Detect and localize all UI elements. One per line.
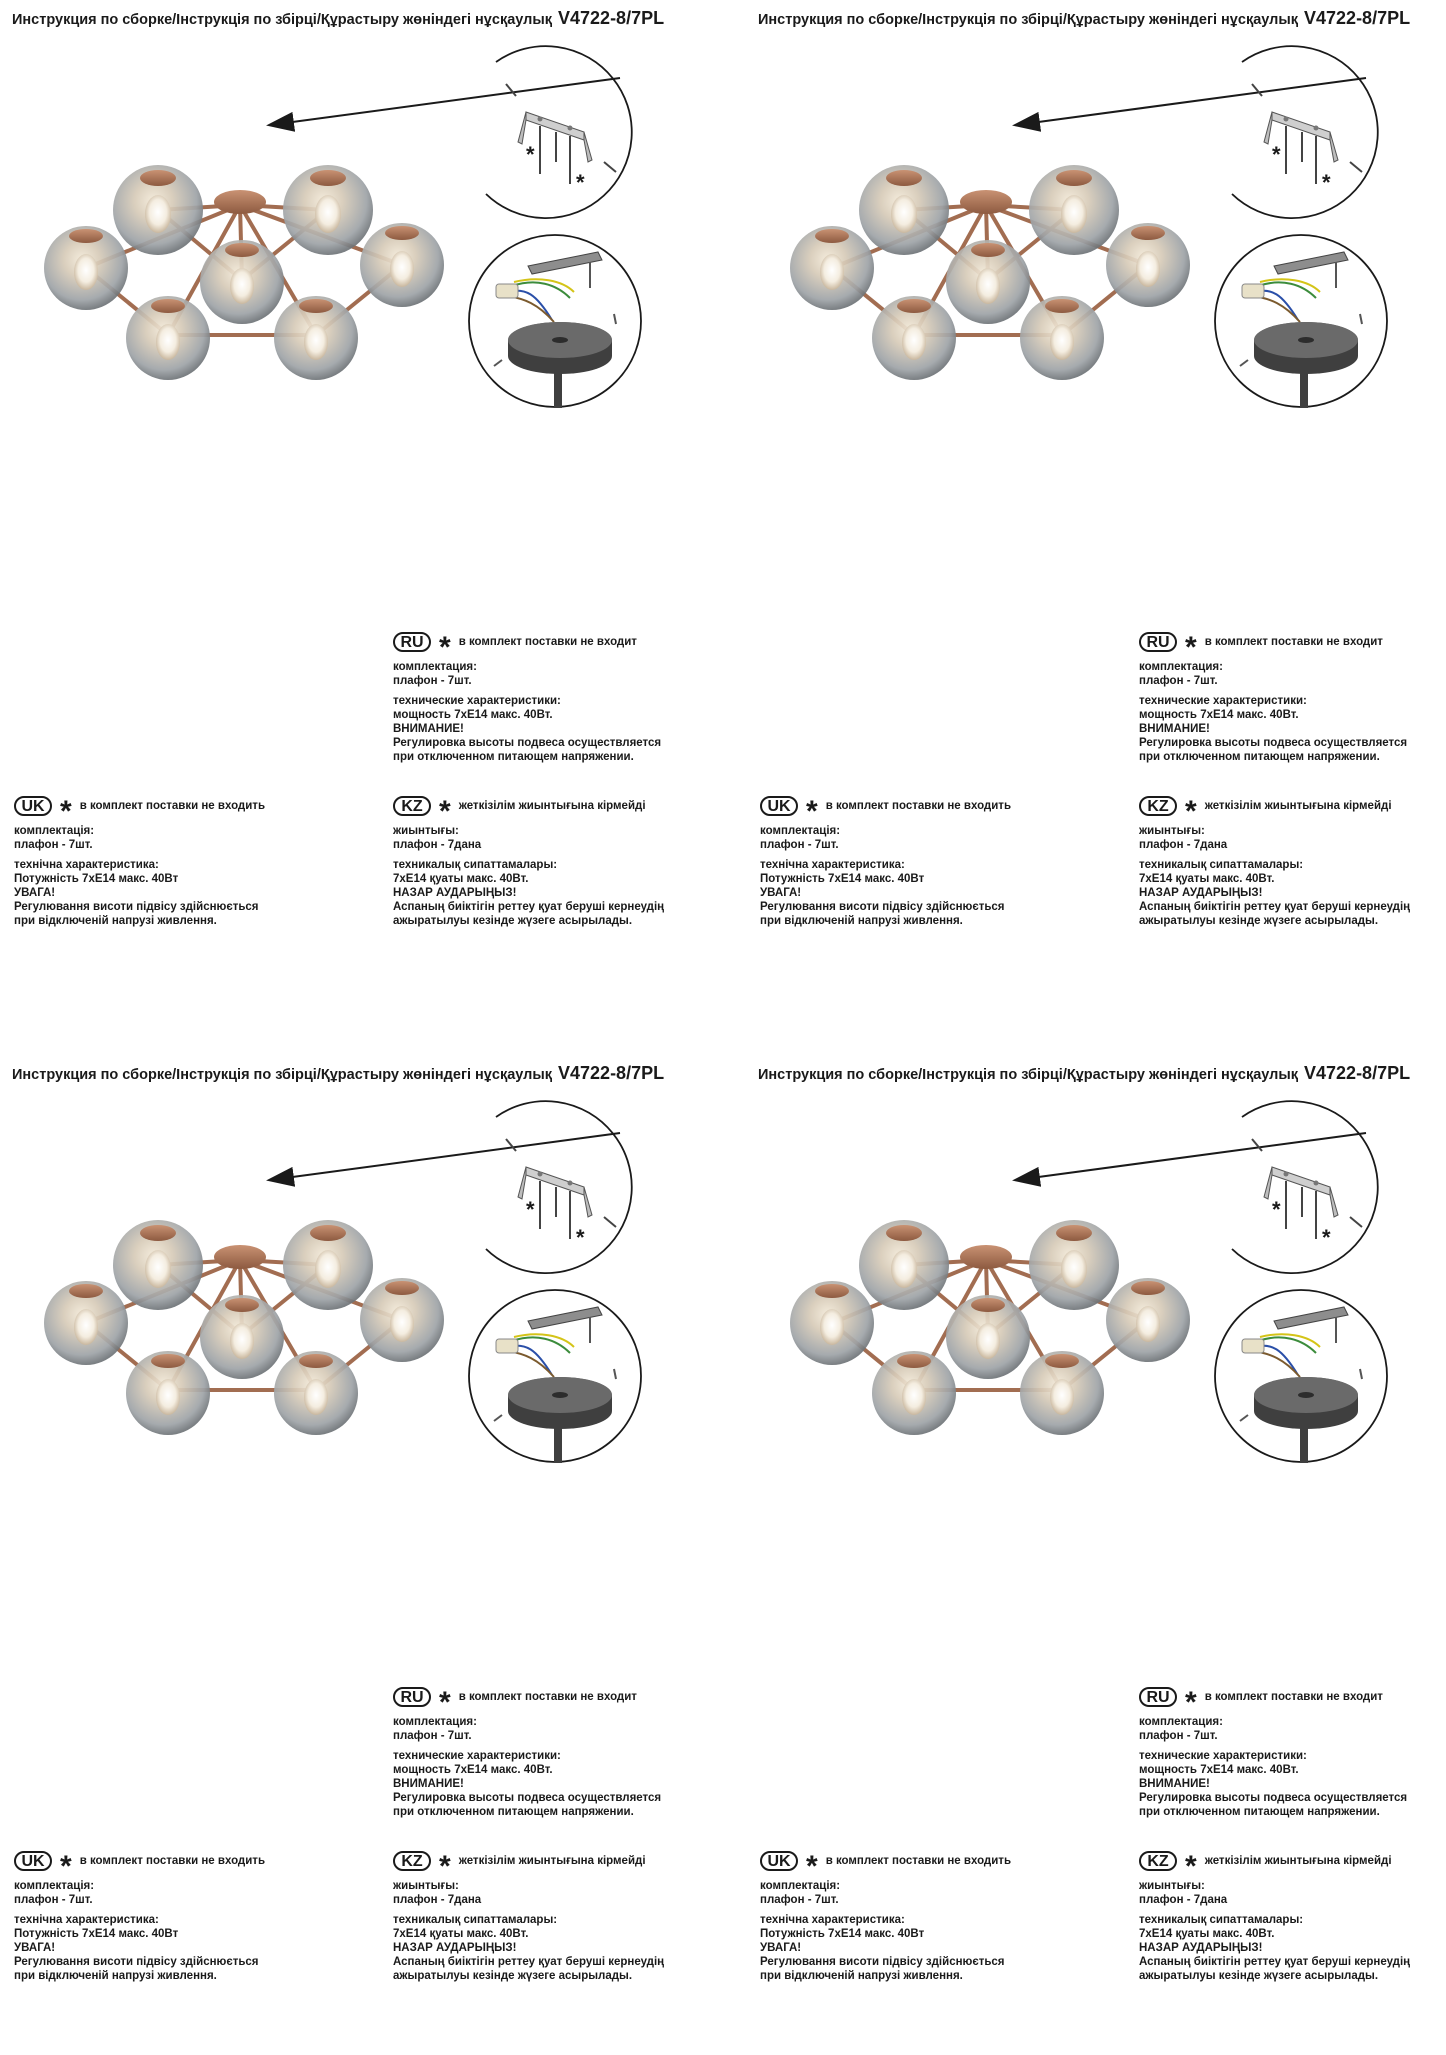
ru-line: ВНИМАНИЕ! xyxy=(1139,1778,1210,1790)
wiring-detail xyxy=(1212,232,1390,410)
kz-language-badge: KZ xyxy=(1139,796,1177,816)
ru-asterisk: * xyxy=(1185,631,1197,664)
ru-language-badge: RU xyxy=(1139,632,1177,652)
uk-section xyxy=(14,796,265,928)
uk-not-included-note: в комплект поставки не входить xyxy=(79,1855,266,1867)
ru-line: Регулировка высоты подвеса осуществляется xyxy=(1139,1792,1408,1804)
ru-line: мощность 7хЕ14 макс. 40Вт. xyxy=(393,1764,553,1776)
kz-language-badge: KZ xyxy=(393,1851,431,1871)
ceiling-canopy xyxy=(960,1245,1012,1269)
ru-line: комплектация: xyxy=(393,1716,477,1728)
ru-line: ВНИМАНИЕ! xyxy=(1139,723,1210,735)
asterisk-left: * xyxy=(526,1197,535,1222)
uk-language-badge: UK xyxy=(14,1851,52,1871)
ru-not-included-note: в комплект поставки не входит xyxy=(458,636,637,648)
uk-line: плафон - 7шт. xyxy=(14,839,93,851)
instruction-sheet xyxy=(746,1055,1446,2055)
uk-section xyxy=(760,796,1011,928)
uk-not-included-note: в комплект поставки не входить xyxy=(79,800,266,812)
kz-section xyxy=(393,1851,664,1983)
wiring-detail xyxy=(466,232,644,410)
kz-language-badge: KZ xyxy=(1139,1851,1177,1871)
uk-line: УВАГА! xyxy=(14,1942,56,1954)
uk-line: комплектація: xyxy=(14,825,95,837)
chandelier-illustration xyxy=(776,1205,1206,1445)
ru-line: мощность 7хЕ14 макс. 40Вт. xyxy=(1139,709,1299,721)
uk-section xyxy=(14,1851,265,1983)
kz-line: техникалық сипаттамалары: xyxy=(1139,859,1304,871)
ru-not-included-note: в комплект поставки не входит xyxy=(1204,1691,1383,1703)
kz-line: Аспаның биіктігін реттеу қуат беруші кернеудің xyxy=(393,1956,665,1968)
uk-line: при відключеній напрузі живлення. xyxy=(14,915,217,927)
uk-line: УВАГА! xyxy=(760,887,802,899)
ru-language-badge: RU xyxy=(393,1687,431,1707)
uk-line: технічна характеристика: xyxy=(14,1914,159,1926)
kz-line: 7хЕ14 қуаты макс. 40Вт. xyxy=(393,873,529,885)
kz-asterisk: * xyxy=(439,795,451,828)
ceiling-canopy xyxy=(960,190,1012,214)
uk-not-included-note: в комплект поставки не входить xyxy=(825,800,1012,812)
ru-line: ВНИМАНИЕ! xyxy=(393,1778,464,1790)
instruction-sheet xyxy=(0,1055,723,2055)
ru-line: мощность 7хЕ14 макс. 40Вт. xyxy=(1139,1764,1299,1776)
uk-line: Потужність 7хЕ14 макс. 40Вт xyxy=(760,873,925,885)
kz-line: 7хЕ14 қуаты макс. 40Вт. xyxy=(1139,1928,1275,1940)
canopy-cup xyxy=(1254,322,1358,374)
asterisk-right: * xyxy=(576,170,585,195)
kz-line: ажыратылуы кезінде жүзеге асырылады. xyxy=(1139,915,1379,927)
kz-line: техникалық сипаттамалары: xyxy=(393,859,558,871)
instruction-sheet xyxy=(0,0,723,1000)
uk-language-badge: UK xyxy=(760,1851,798,1871)
kz-not-included-note: жеткізілім жиынтығына кірмейді xyxy=(1204,1855,1392,1867)
uk-line: Потужність 7хЕ14 макс. 40Вт xyxy=(14,873,179,885)
uk-asterisk: * xyxy=(806,795,818,828)
chandelier-illustration xyxy=(30,1205,460,1445)
model-number: V4722-8/7PL xyxy=(558,1063,665,1083)
title-text: Инструкция по сборке/Інструкція по збірці/Құрастыру жөніндегі нұсқаулық xyxy=(758,1067,1298,1083)
ru-asterisk: * xyxy=(439,631,451,664)
kz-line: плафон - 7дана xyxy=(393,1894,482,1906)
uk-line: комплектація: xyxy=(760,825,841,837)
ru-line: Регулировка высоты подвеса осуществляется xyxy=(393,1792,662,1804)
kz-line: жиынтығы: xyxy=(393,1880,459,1892)
uk-line: Регулювання висоти підвісу здійснюється xyxy=(760,901,1005,913)
kz-not-included-note: жеткізілім жиынтығына кірмейді xyxy=(1204,800,1392,812)
ru-asterisk: * xyxy=(439,1686,451,1719)
kz-line: плафон - 7дана xyxy=(1139,1894,1228,1906)
kz-line: ажыратылуы кезінде жүзеге асырылады. xyxy=(1139,1970,1379,1982)
asterisk-left: * xyxy=(526,142,535,167)
ru-line: технические характеристики: xyxy=(393,1750,561,1762)
kz-line: 7хЕ14 қуаты макс. 40Вт. xyxy=(393,1928,529,1940)
ceiling-canopy xyxy=(214,190,266,214)
ru-line: плафон - 7шт. xyxy=(393,1730,472,1742)
chandelier-illustration xyxy=(776,150,1206,390)
ceiling-canopy xyxy=(214,1245,266,1269)
ru-asterisk: * xyxy=(1185,1686,1197,1719)
kz-line: плафон - 7дана xyxy=(1139,839,1228,851)
ru-line: плафон - 7шт. xyxy=(1139,675,1218,687)
kz-line: жиынтығы: xyxy=(1139,825,1205,837)
uk-line: плафон - 7шт. xyxy=(760,1894,839,1906)
ru-line: технические характеристики: xyxy=(393,695,561,707)
ru-line: технические характеристики: xyxy=(1139,695,1307,707)
uk-line: комплектація: xyxy=(14,1880,95,1892)
uk-line: при відключеній напрузі живлення. xyxy=(14,1970,217,1982)
instruction-title xyxy=(758,1063,1410,1084)
uk-asterisk: * xyxy=(806,1850,818,1883)
uk-asterisk: * xyxy=(60,795,72,828)
uk-line: Потужність 7хЕ14 макс. 40Вт xyxy=(760,1928,925,1940)
ru-line: при отключенном питающем напряжении. xyxy=(393,751,634,763)
asterisk-right: * xyxy=(1322,170,1331,195)
ru-line: плафон - 7шт. xyxy=(1139,1730,1218,1742)
mounting-bracket-detail xyxy=(466,44,646,234)
kz-asterisk: * xyxy=(1185,1850,1197,1883)
uk-line: УВАГА! xyxy=(760,1942,802,1954)
uk-line: УВАГА! xyxy=(14,887,56,899)
ru-not-included-note: в комплект поставки не входит xyxy=(458,1691,637,1703)
ru-line: при отключенном питающем напряжении. xyxy=(1139,1806,1380,1818)
kz-asterisk: * xyxy=(439,1850,451,1883)
kz-section xyxy=(1139,1851,1410,1983)
kz-line: техникалық сипаттамалары: xyxy=(393,1914,558,1926)
mounting-bracket-detail xyxy=(466,1099,646,1289)
instruction-sheet xyxy=(746,0,1446,1000)
uk-line: Регулювання висоти підвісу здійснюється xyxy=(760,1956,1005,1968)
kz-line: ажыратылуы кезінде жүзеге асырылады. xyxy=(393,1970,633,1982)
ru-line: комплектация: xyxy=(1139,661,1223,673)
ru-section xyxy=(1139,1687,1407,1819)
uk-line: технічна характеристика: xyxy=(760,859,905,871)
uk-line: при відключеній напрузі живлення. xyxy=(760,1970,963,1982)
ru-line: ВНИМАНИЕ! xyxy=(393,723,464,735)
wiring-detail xyxy=(466,1287,644,1465)
kz-line: Аспаның биіктігін реттеу қуат беруші кернеудің xyxy=(1139,901,1411,913)
kz-line: НАЗАР АУДАРЫҢЫЗ! xyxy=(1139,1942,1263,1954)
kz-not-included-note: жеткізілім жиынтығына кірмейді xyxy=(458,1855,646,1867)
uk-line: Регулювання висоти підвісу здійснюється xyxy=(14,1956,259,1968)
chandelier-illustration xyxy=(30,150,460,390)
ru-line: при отключенном питающем напряжении. xyxy=(393,1806,634,1818)
ru-line: Регулировка высоты подвеса осуществляется xyxy=(1139,737,1408,749)
kz-line: Аспаның биіктігін реттеу қуат беруші кернеудің xyxy=(393,901,665,913)
kz-line: плафон - 7дана xyxy=(393,839,482,851)
canopy-cup xyxy=(508,322,612,374)
uk-line: плафон - 7шт. xyxy=(14,1894,93,1906)
ru-language-badge: RU xyxy=(1139,1687,1177,1707)
uk-asterisk: * xyxy=(60,1850,72,1883)
uk-line: Потужність 7хЕ14 макс. 40Вт xyxy=(14,1928,179,1940)
uk-line: технічна характеристика: xyxy=(14,859,159,871)
uk-line: Регулювання висоти підвісу здійснюється xyxy=(14,901,259,913)
instruction-title xyxy=(758,8,1410,29)
kz-line: жиынтығы: xyxy=(1139,1880,1205,1892)
kz-line: Аспаның биіктігін реттеу қуат беруші кернеудің xyxy=(1139,1956,1411,1968)
title-text: Инструкция по сборке/Інструкція по збірці/Құрастыру жөніндегі нұсқаулық xyxy=(758,12,1298,28)
ru-line: комплектация: xyxy=(1139,1716,1223,1728)
mounting-bracket-detail xyxy=(1212,1099,1392,1289)
uk-language-badge: UK xyxy=(14,796,52,816)
uk-line: при відключеній напрузі живлення. xyxy=(760,915,963,927)
asterisk-left: * xyxy=(1272,1197,1281,1222)
wiring-detail xyxy=(1212,1287,1390,1465)
title-text: Инструкция по сборке/Інструкція по збірці/Құрастыру жөніндегі нұсқаулық xyxy=(12,1067,552,1083)
kz-line: ажыратылуы кезінде жүзеге асырылады. xyxy=(393,915,633,927)
uk-section xyxy=(760,1851,1011,1983)
kz-line: техникалық сипаттамалары: xyxy=(1139,1914,1304,1926)
ru-section xyxy=(393,1687,661,1819)
kz-asterisk: * xyxy=(1185,795,1197,828)
canopy-cup xyxy=(508,1377,612,1429)
asterisk-left: * xyxy=(1272,142,1281,167)
uk-line: комплектація: xyxy=(760,1880,841,1892)
kz-line: 7хЕ14 қуаты макс. 40Вт. xyxy=(1139,873,1275,885)
kz-line: НАЗАР АУДАРЫҢЫЗ! xyxy=(1139,887,1263,899)
instruction-title xyxy=(12,8,664,29)
instruction-title xyxy=(12,1063,664,1084)
ru-line: Регулировка высоты подвеса осуществляется xyxy=(393,737,662,749)
model-number: V4722-8/7PL xyxy=(558,8,665,28)
ru-line: при отключенном питающем напряжении. xyxy=(1139,751,1380,763)
title-text: Инструкция по сборке/Інструкція по збірці/Құрастыру жөніндегі нұсқаулық xyxy=(12,12,552,28)
ru-line: мощность 7хЕ14 макс. 40Вт. xyxy=(393,709,553,721)
ru-line: комплектация: xyxy=(393,661,477,673)
ru-section xyxy=(1139,632,1407,764)
model-number: V4722-8/7PL xyxy=(1304,8,1411,28)
ru-section xyxy=(393,632,661,764)
kz-section xyxy=(393,796,664,928)
kz-line: НАЗАР АУДАРЫҢЫЗ! xyxy=(393,887,517,899)
uk-line: плафон - 7шт. xyxy=(760,839,839,851)
uk-line: технічна характеристика: xyxy=(760,1914,905,1926)
ru-line: технические характеристики: xyxy=(1139,1750,1307,1762)
kz-line: жиынтығы: xyxy=(393,825,459,837)
kz-line: НАЗАР АУДАРЫҢЫЗ! xyxy=(393,1942,517,1954)
uk-not-included-note: в комплект поставки не входить xyxy=(825,1855,1012,1867)
kz-language-badge: KZ xyxy=(393,796,431,816)
ru-language-badge: RU xyxy=(393,632,431,652)
mounting-bracket-detail xyxy=(1212,44,1392,234)
ru-not-included-note: в комплект поставки не входит xyxy=(1204,636,1383,648)
asterisk-right: * xyxy=(576,1225,585,1250)
model-number: V4722-8/7PL xyxy=(1304,1063,1411,1083)
canopy-cup xyxy=(1254,1377,1358,1429)
uk-language-badge: UK xyxy=(760,796,798,816)
asterisk-right: * xyxy=(1322,1225,1331,1250)
kz-not-included-note: жеткізілім жиынтығына кірмейді xyxy=(458,800,646,812)
kz-section xyxy=(1139,796,1410,928)
ru-line: плафон - 7шт. xyxy=(393,675,472,687)
